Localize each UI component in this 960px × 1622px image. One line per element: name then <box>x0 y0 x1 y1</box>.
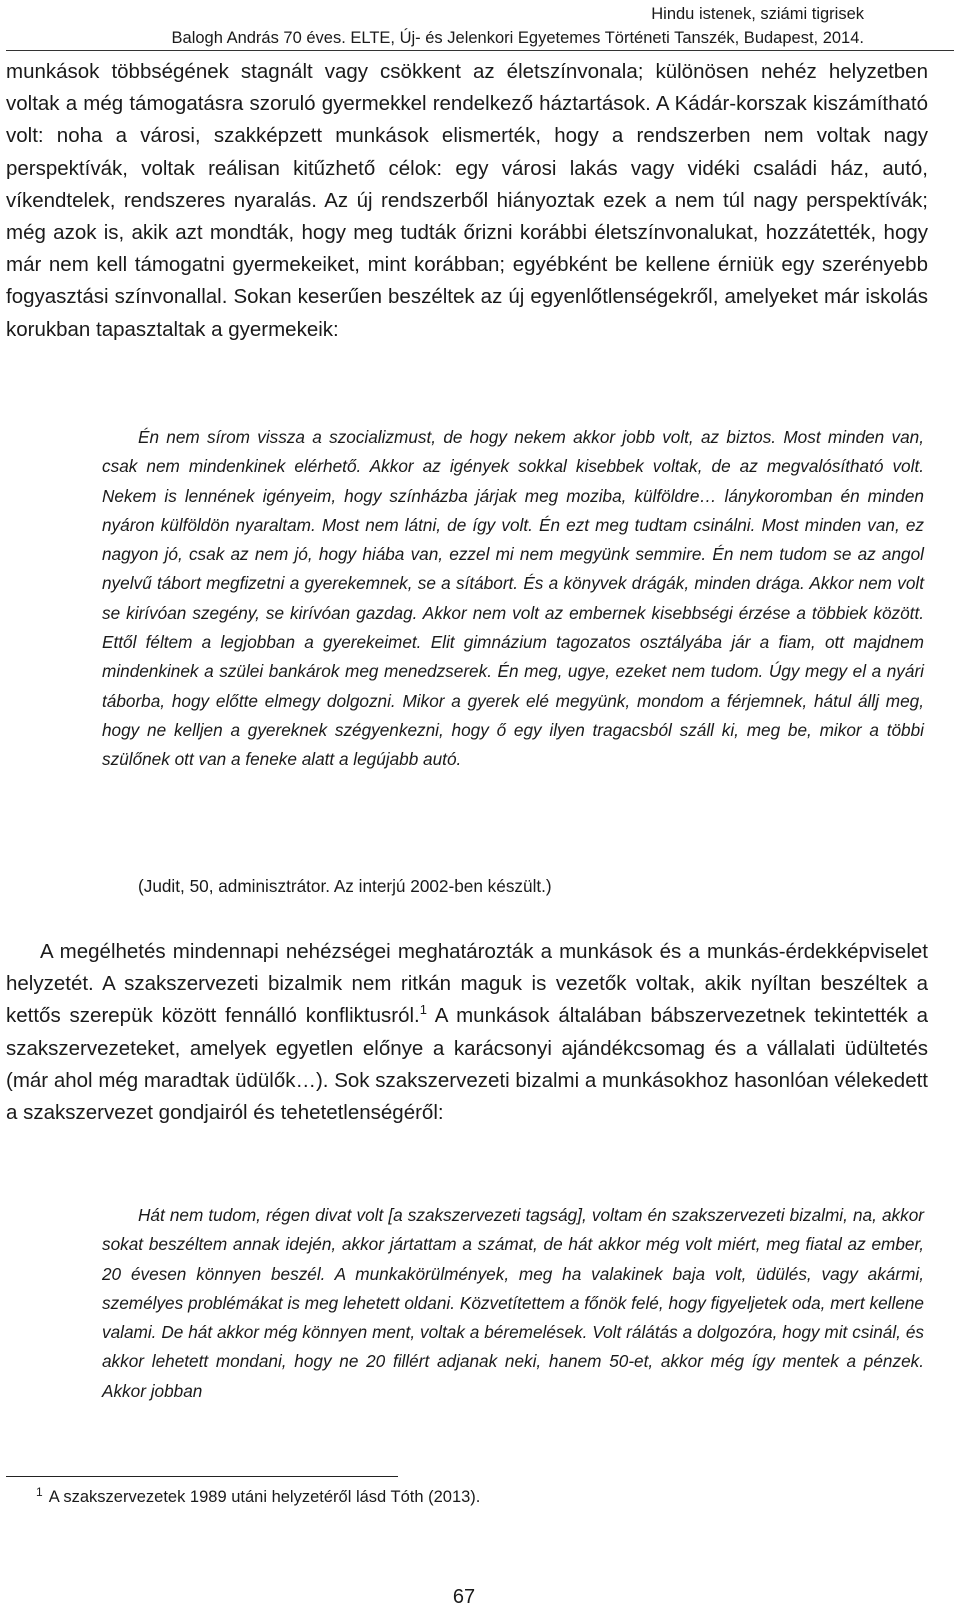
footnote-mark: 1 <box>36 1484 43 1499</box>
header-subtitle: Balogh András 70 éves. ELTE, Új- és Jelenkori Egyetemes Történeti Tanszék, Budapest, 2014. <box>171 29 864 47</box>
interview-quote-1: Én nem sírom vissza a szocializmust, de hogy nekem akkor jobb volt, az biztos. Most minden van, csak nem mindenkinek elérhető. Akkor az igények sokkal kisebbek voltak, de az megvalósítható volt. Nekem is lennének igényeim, hogy színházba járjak meg moziba, külföldre… lánykoromban én minden nyáron külföldön nyaraltam. Most nem látni, de így volt. Én ezt meg tudtam csinálni. Most minden van, ez nagyon jó, csak az nem jó, hogy hiába van, ezzel mi nem megyünk semmire. Én nem tudom se az angol nyelvű tábort megfizetni a gyerekemnek, se a sítábort. És a könyvek drágák, minden drága. Akkor nem volt se kirívóan szegény, se kirívóan gazdag. Akkor nem volt az embernek kisebbségi érzése a többiek között. Ettől féltem a legjobban a gyerekeimet. Elit gimnázium tagozatos osztályába jár a fiam, ott majdnem mindenkinek a szülei bankárok meg menedzserek. Én meg, ugye, ezeket nem tudom. Úgy megy el a nyári táborba, hogy előtte elmegy dolgozni. Mikor a gyerek elé megyünk, mondom a férjemnek, hátul állj meg, hogy ne kelljen a gyereknek szégyenkezni, hogy ő egy ilyen tragacsból száll ki, meg be, mikor a többi szülőnek ott van a feneke alatt a legújabb autó. <box>102 427 924 770</box>
footnote-reference[interactable]: 1 <box>419 1002 427 1018</box>
paragraph-2-text-a: A megélhetés mindennapi nehézségei meghatározták a munkások és a munkás-érdekképviselet helyzetét. A szakszervezeti bizalmik nem ritkán maguk is vezetők voltak, akik nyíltan beszéltek a kettős szerepük között fennálló konfliktusról. <box>6 940 928 1028</box>
header-divider <box>6 50 954 51</box>
header-title: Hindu istenek, sziámi tigrisek <box>651 5 864 23</box>
page-number: 67 <box>452 1586 476 1608</box>
footnote-divider <box>6 1476 398 1477</box>
running-header <box>172 2 864 50</box>
footnote-text: A szakszervezetek 1989 utáni helyzetéről lásd Tóth (2013). <box>48 1488 481 1506</box>
paragraph-2-text-b: A munkások általában bábszervezetnek tekintették a szakszervezeteket, amelyek egyetlen előnye a karácsonyi ajándékcsomag és a vállalati üdültetés (már ahol még maradtak üdülők…). Sok szakszervezeti bizalmi a munkásokhoz hasonlóan vélekedett a szakszervezet gondjairól és tehetetlenségéről: <box>6 1004 929 1125</box>
body-paragraph-2 <box>6 936 928 1129</box>
interview-quote-2: Hát nem tudom, régen divat volt [a szakszervezeti tagság], voltam én szakszervezeti bizalmi, na, akkor sokat beszéltem annak idején, akkor jártattam a számat, de hát akkor még volt miért, meg fiatal az ember, 20 évesen könnyen beszél. A munkakörülmények, meg ha valakinek baja volt, üdülés, vagy akármi, személyes problémákat is meg lehetett oldani. Közvetítettem a főnök felé, hogy figyeljetek oda, mert kellene valami. De hát akkor még könnyen ment, voltak a béremelések. Volt rálátás a dolgozóra, hogy mit csinál, és akkor lehetett mondani, hogy ne 20 fillért adjanak neki, hanem 50-et, akkor még így mentek a pénzek. Akkor jobban <box>102 1205 924 1401</box>
quote-attribution: (Judit, 50, adminisztrátor. Az interjú 2002-ben készült.) <box>138 876 552 896</box>
footnote <box>36 1484 480 1510</box>
body-paragraph-1: munkások többségének stagnált vagy csökkent az életszínvonala; különösen nehéz helyzetben voltak a még támogatásra szoruló gyermekkel rendelkező háztartások. A Kádár-korszak kiszámítható volt: noha a városi, szakképzett munkások elismerték, hogy a rendszerben nem voltak nagy perspektívák, voltak reálisan kitűzhető célok: egy városi lakás vagy vidéki családi ház, autó, víkendtelek, rendszeres nyaralás. Az új rendszerből hiányoztak ezek a nem túl nagy perspektívák; még azok is, akik azt mondták, hogy meg tudták őrizni korábbi életszínvonalukat, hozzátették, hogy már nem kell támogatni gyermekeiket, mint korábban; egyébként be kellene érniük egy szerényebb fogyasztási színvonallal. Sokan keserűen beszéltek az új egyenlőtlenségekről, amelyeket már iskolás korukban tapasztaltak a gyermekeik: <box>6 60 928 341</box>
